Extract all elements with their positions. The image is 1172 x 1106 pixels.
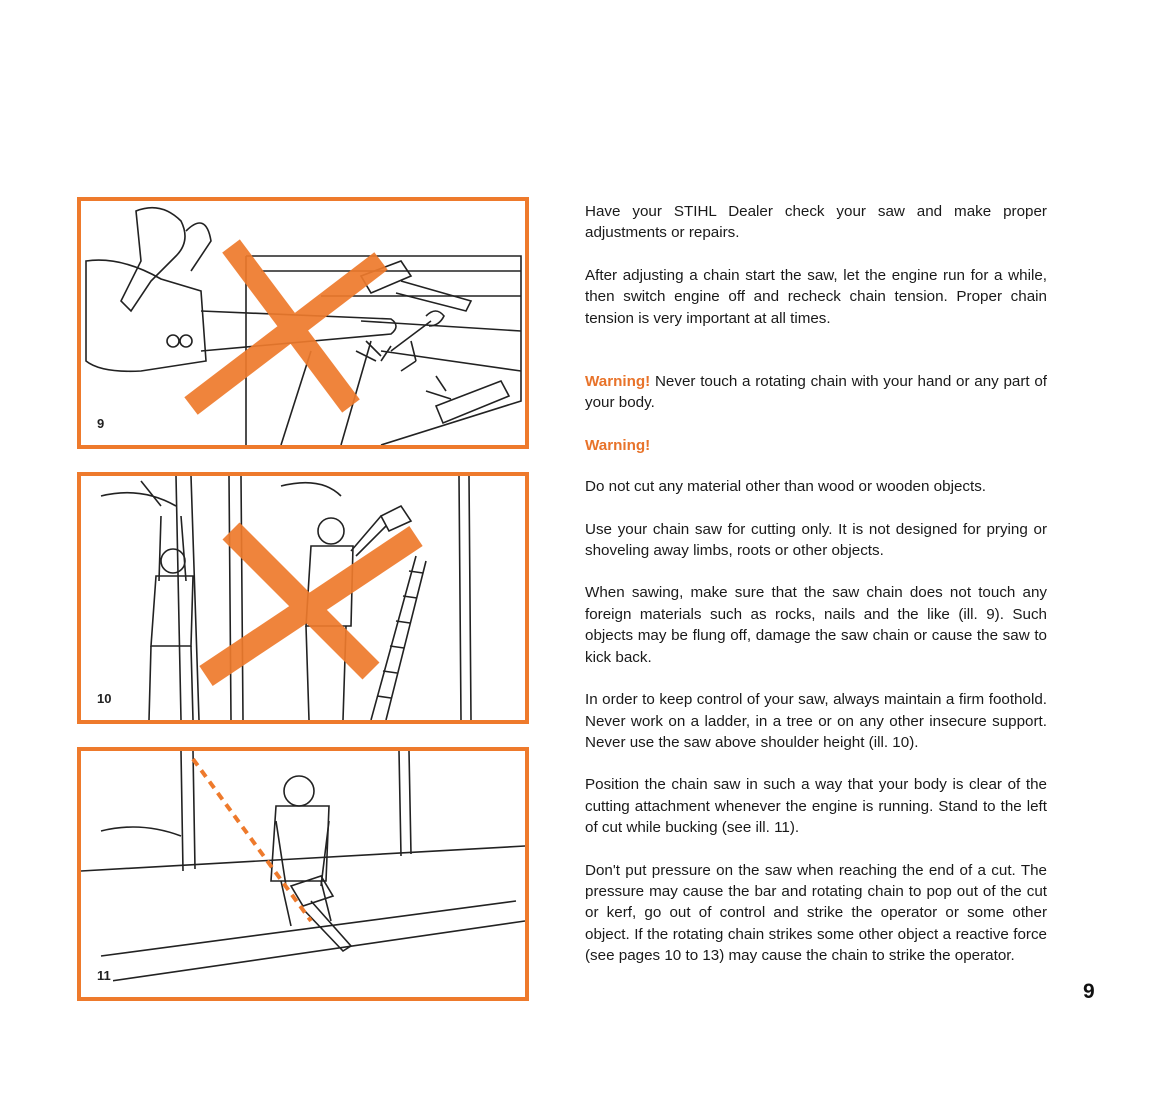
figure-number: 10 [97, 691, 112, 706]
saw-on-nailed-board-drawing [81, 201, 525, 445]
paragraph-body-position: Position the chain saw in such a way that your body is clear of the cutting attachment whenever the engine is running. Stand to the left of cut while bucking (see ill. 11). [585, 776, 1047, 837]
paragraph-cutting-only: Use your chain saw for cutting only. It is not designed for prying or shoveling away limbs, roots or other objects. [585, 520, 1047, 560]
sawing-above-shoulder-drawing [81, 476, 525, 720]
instructions-text-column [585, 201, 1047, 967]
paragraph-foothold: In order to keep control of your saw, always maintain a firm foothold. Never work on a ladder, in a tree or on any other insecure support. Never use the saw above shoulder height (ill. 10). [585, 691, 1047, 751]
paragraph-chain-tension: After adjusting a chain start the saw, let the engine run for a while, then switch engine off and recheck chain tension. Proper chain tension is very important at all times. [585, 266, 1047, 327]
paragraph-foreign-materials: When sawing, make sure that the saw chain does not touch any foreign materials such as rocks, nails and the like (ill. 9). Such objects may be flung off, damage the saw chain or cause the saw to kick back. [585, 584, 1047, 666]
paragraph-dealer-check: Have your STIHL Dealer check your saw and make proper adjustments or repairs. [585, 203, 1047, 242]
illustration-9 [77, 197, 529, 449]
warning-text: Never touch a rotating chain with your hand or any part of your body. [585, 373, 1047, 412]
illustration-11 [77, 747, 529, 1001]
illustration-10 [77, 472, 529, 724]
paragraph-pressure: Don't put pressure on the saw when reaching the end of a cut. The pressure may cause the bar and rotating chain to pop out of the cut or kerf, go out of control and strike the operator or some other object. If the rotating chain strikes some other object a reactive force (see pages 10 to 13) may cause the chain to strike the operator. [585, 861, 1047, 965]
figure-number: 9 [97, 416, 105, 431]
warning-heading [585, 435, 1047, 456]
page-number: 9 [1083, 980, 1095, 1003]
figure-number: 11 [97, 968, 111, 983]
warning-label: Warning! [585, 436, 651, 454]
warning-label: Warning! [585, 373, 651, 391]
bucking-log-drawing [81, 751, 525, 997]
paragraph-material: Do not cut any material other than wood or wooden objects. [585, 478, 987, 496]
paragraph-rotating-chain-warning [585, 371, 1047, 414]
